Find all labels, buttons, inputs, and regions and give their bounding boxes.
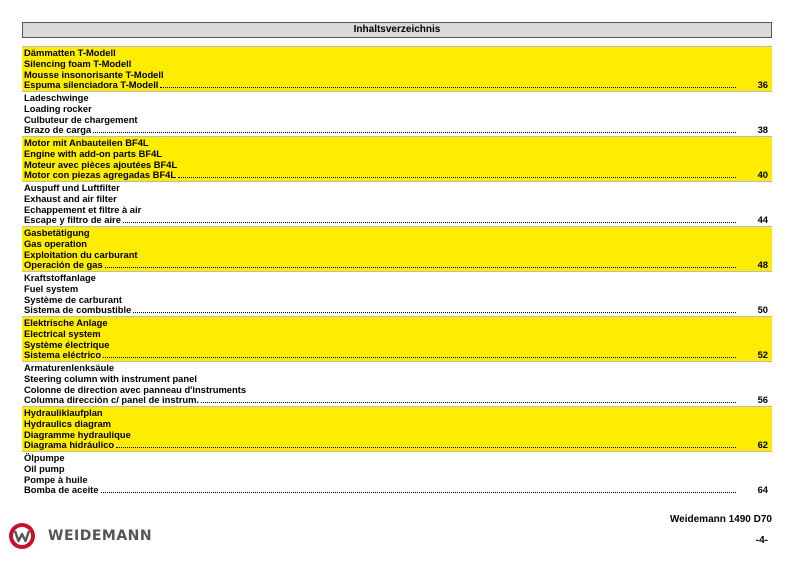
table-of-contents <box>22 46 772 496</box>
toc-entry-title: Pompe à huile <box>24 473 88 485</box>
toc-entry[interactable] <box>22 406 772 451</box>
toc-page-number: 44 <box>757 214 768 226</box>
toc-entry-title: Escape y filtro de aire <box>24 214 121 226</box>
toc-page-number: 38 <box>757 124 768 136</box>
toc-page-number: 36 <box>757 79 768 91</box>
toc-entry[interactable] <box>22 316 772 361</box>
toc-entry-title: Armaturenlenksäule <box>24 362 115 373</box>
toc-entry[interactable] <box>22 271 772 316</box>
toc-page-number: 48 <box>757 259 768 271</box>
toc-entry-title: Fuel system <box>24 282 79 294</box>
brand-name: WEIDEMANN <box>48 528 153 544</box>
toc-entry-title: Auspuff und Luftfilter <box>24 182 120 193</box>
toc-entry-title: Système de carburant <box>24 293 122 305</box>
toc-entry-title: Silencing foam T-Modell <box>24 57 132 69</box>
dot-leader <box>93 131 736 133</box>
dot-leader <box>101 491 736 493</box>
toc-entry-title: Ölpumpe <box>24 452 65 463</box>
toc-entry-title: Engine with add-on parts BF4L <box>24 147 163 159</box>
toc-entry-last-line <box>24 215 770 226</box>
page-number: -4- <box>755 535 768 546</box>
toc-entry-title: Loading rocker <box>24 102 92 114</box>
toc-entry-last-line <box>24 260 770 271</box>
toc-entry-title: Système électrique <box>24 338 110 350</box>
toc-entry-last-line <box>24 395 770 406</box>
toc-entry-title: Ladeschwinge <box>24 92 89 103</box>
toc-entry-title: Motor mit Anbauteilen BF4L <box>24 137 149 148</box>
weidemann-logo-icon <box>8 522 36 550</box>
toc-page-number: 50 <box>757 304 768 316</box>
toc-entry-last-line <box>24 170 770 181</box>
toc-page-number: 52 <box>757 349 768 361</box>
dot-leader <box>201 401 736 403</box>
toc-entry-last-line <box>24 125 770 136</box>
toc-entry-title: Hydraulics diagram <box>24 417 112 429</box>
toc-entry-title: Moteur avec pièces ajoutées BF4L <box>24 158 178 170</box>
dot-leader <box>160 86 736 88</box>
dot-leader <box>133 311 736 313</box>
toc-page-number: 62 <box>757 439 768 451</box>
toc-entry[interactable] <box>22 181 772 226</box>
toc-entry-title: Echappement et filtre à air <box>24 203 142 215</box>
toc-entry-last-line <box>24 305 770 316</box>
toc-entry[interactable] <box>22 136 772 181</box>
toc-entry-last-line <box>24 350 770 361</box>
toc-entry-title: Columna dirección c/ panel de instrum. <box>24 394 200 406</box>
toc-entry-title: Sistema de combustible <box>24 304 132 316</box>
toc-page-number: 40 <box>757 169 768 181</box>
toc-entry-title: Operación de gas <box>24 259 103 271</box>
toc-entry-title: Gasbetätigung <box>24 227 90 238</box>
toc-page-number: 56 <box>757 394 768 406</box>
toc-entry-title: Brazo de carga <box>24 124 92 136</box>
toc-entry[interactable] <box>22 451 772 496</box>
toc-entry-title: Electrical system <box>24 327 101 339</box>
toc-entry[interactable] <box>22 226 772 271</box>
dot-leader <box>105 266 736 268</box>
toc-entry-title: Sistema eléctrico <box>24 349 102 361</box>
toc-header: Inhaltsverzeichnis <box>22 22 772 38</box>
toc-entry[interactable] <box>22 46 772 91</box>
toc-entry-title: Exhaust and air filter <box>24 192 117 204</box>
toc-entry-title: Exploitation du carburant <box>24 248 138 260</box>
toc-entry-title: Gas operation <box>24 237 88 249</box>
toc-entry-title: Elektrische Anlage <box>24 317 108 328</box>
toc-entry-title: Diagramme hydraulique <box>24 428 131 440</box>
dot-leader <box>178 176 736 178</box>
dot-leader <box>123 221 736 223</box>
toc-page-number: 64 <box>757 484 768 496</box>
toc-entry[interactable] <box>22 91 772 136</box>
toc-entry-title: Kraftstoffanlage <box>24 272 96 283</box>
toc-entry-title: Mousse insonorisante T-Modell <box>24 68 164 80</box>
toc-entry-title: Espuma silenciadora T-Modell <box>24 79 159 91</box>
toc-entry-last-line <box>24 440 770 451</box>
toc-entry-title: Colonne de direction avec panneau d'instruments <box>24 383 247 395</box>
toc-entry[interactable] <box>22 361 772 406</box>
toc-entry-title: Oil pump <box>24 462 65 474</box>
dot-leader <box>116 446 736 448</box>
toc-entry-title: Hydrauliklaufplan <box>24 407 103 418</box>
toc-entry-title: Steering column with instrument panel <box>24 372 197 384</box>
brand-logo <box>8 522 152 550</box>
toc-entry-title: Motor con piezas agregadas BF4L <box>24 169 177 181</box>
toc-entry-title: Diagrama hidráulico <box>24 439 115 451</box>
toc-entry-title: Bomba de aceite <box>24 484 99 496</box>
dot-leader <box>103 356 736 358</box>
toc-entry-last-line <box>24 80 770 91</box>
toc-entry-title: Culbuteur de chargement <box>24 113 138 125</box>
model-name: Weidemann 1490 D70 <box>669 514 772 525</box>
toc-entry-last-line <box>24 485 770 496</box>
toc-entry-title: Dämmatten T-Modell <box>24 47 116 58</box>
